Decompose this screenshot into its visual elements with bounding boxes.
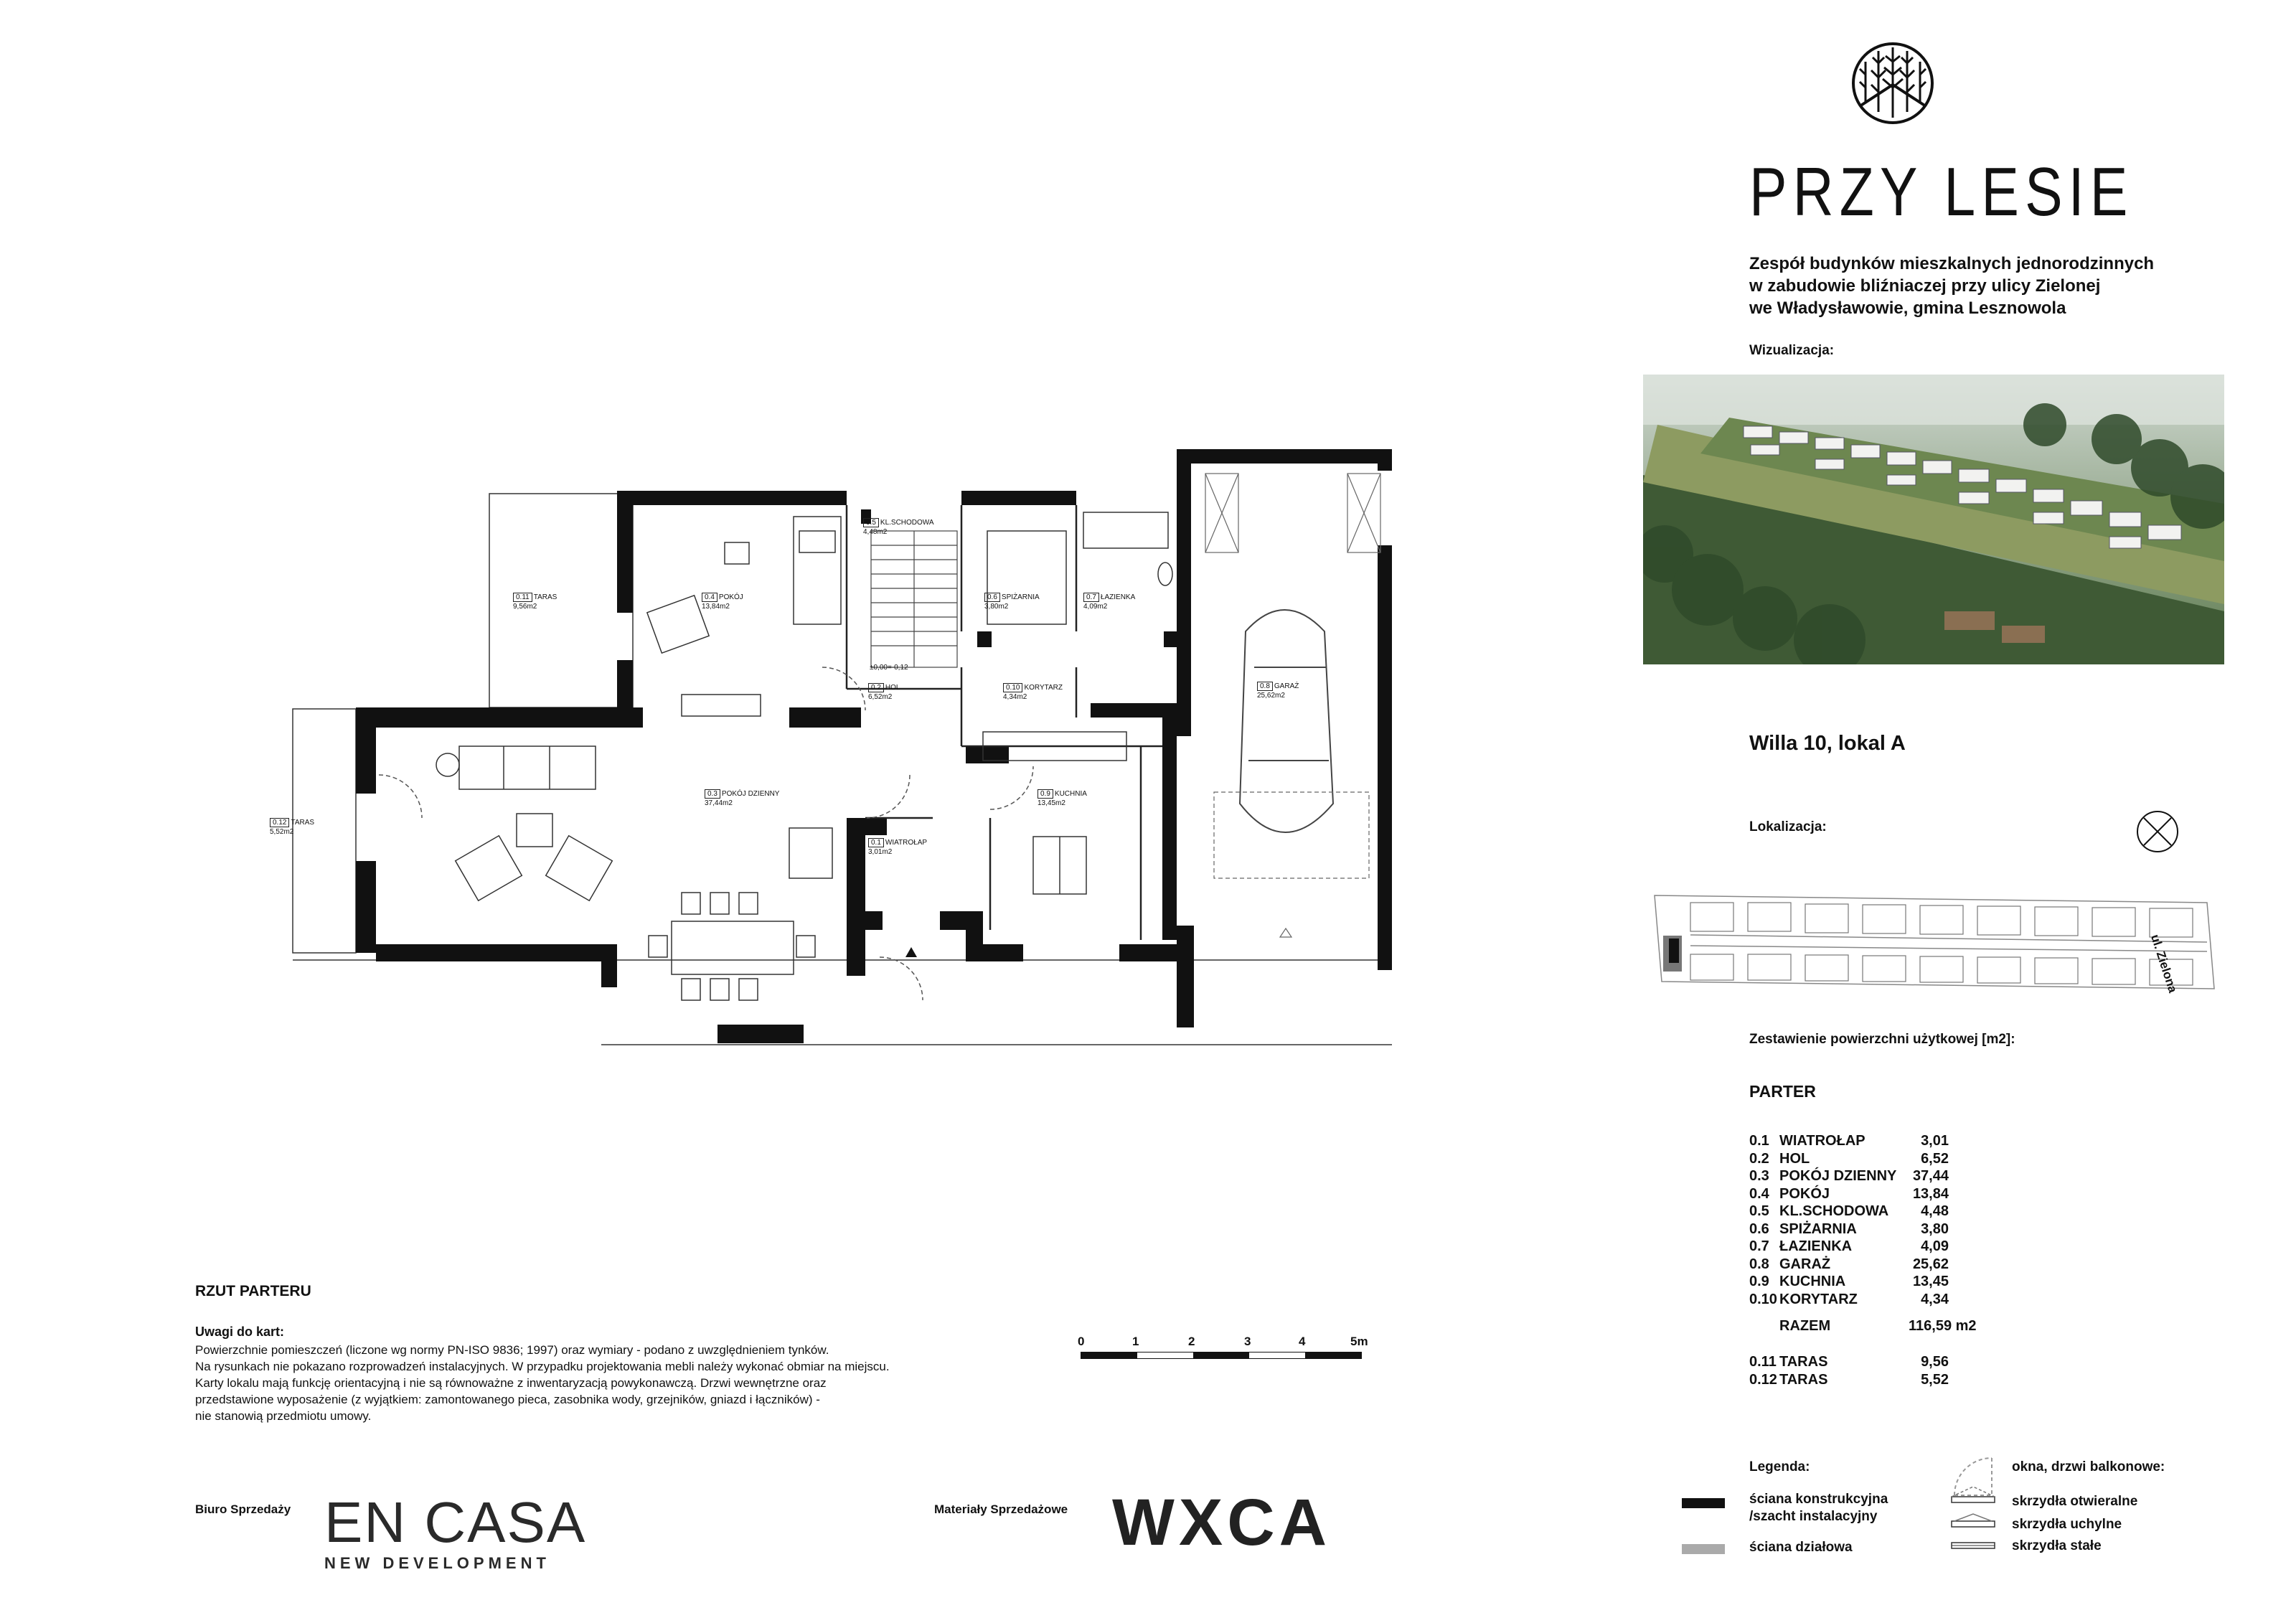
plan-room-label [1257,682,1299,700]
plan-room-area: 6,52m2 [868,693,893,701]
plan-room-name: WIATROŁAP [885,839,928,847]
room-name: SPIŻARNIA [1779,1220,1857,1237]
plan-room-name: KUCHNIA [1054,790,1087,798]
room-area: 4,48 [1921,1203,1949,1219]
ground-floor-plan [273,431,1421,1062]
notes-text [195,1342,999,1424]
note-line: Powierzchnie pomieszczeń (liczone wg normy PN-ISO 9836; 1997) oraz wymiary - podano z uwzględnieniem tynków. [195,1343,829,1357]
plan-room-area: 4,34m2 [1003,693,1027,701]
summary-heading: Zestawienie powierzchni użytkowej [m2]: [1749,1032,2015,1047]
room-area: 4,34 [1921,1291,1949,1307]
furniture [436,512,1172,1000]
plan-room-label [1083,593,1135,611]
room-area: 3,80 [1921,1220,1949,1237]
sash-fixed-icon [1950,1535,1996,1553]
room-name: ŁAZIENKA [1779,1238,1853,1254]
room-no: 0.10 [1749,1291,1777,1307]
terrace-row [1749,1371,1949,1389]
note-line: Karty lokalu mają funkcję orientacyjną i nie są równoważne z inwentaryzacją powykonawczą. Drzwi wewnętrzne oraz [195,1376,827,1390]
room-name: KUCHNIA [1779,1274,1846,1289]
sash-open-icon [1950,1484,1996,1505]
room-row [1749,1256,1949,1274]
room-row [1749,1238,1949,1256]
legend-sash-open-label: skrzydła otwieralne [2012,1494,2138,1509]
total-label: RAZEM [1779,1318,1831,1334]
legend-windows-title: okna, drzwi balkonowe: [2012,1459,2165,1474]
sales-logo-main: EN CASA [324,1490,587,1554]
plan-room-area: 4,48m2 [863,528,888,536]
terrace-no: 0.11 [1749,1354,1777,1370]
plan-room-area: 13,45m2 [1038,799,1065,807]
room-area: 25,62 [1912,1256,1949,1272]
scale-bar-track [1081,1352,1362,1359]
entrance-arrow [905,947,917,957]
plan-room-area: 37,44m2 [705,799,733,807]
room-row [1749,1132,1949,1150]
room-no: 0.9 [1749,1274,1769,1289]
partition-walls [847,505,1162,940]
sales-label: Biuro Sprzedaży [195,1502,291,1516]
location-label: Lokalizacja: [1749,819,1827,834]
brand-subtitle-line: we Władysławowie, gmina Lesznowola [1749,298,2066,318]
room-area: 6,52 [1921,1150,1949,1167]
plan-room-name: TARAS [533,593,557,601]
scale-tick-label: 3 [1244,1335,1251,1348]
terrace-area: 5,52 [1921,1371,1949,1388]
room-area: 3,01 [1921,1133,1949,1149]
materials-label: Materiały Sprzedażowe [934,1502,1068,1516]
scale-tick-label: 5m [1350,1335,1368,1348]
plan-room-label [513,593,557,611]
room-name: KL.SCHODOWA [1779,1203,1889,1219]
street-label: ul. Zielona [2147,933,2180,994]
room-no: 0.2 [1749,1150,1769,1167]
plan-room-id: 0.9 [1038,789,1053,799]
plan-room-label [1038,789,1087,808]
staircase [871,531,957,667]
legend-structural-label [1749,1491,1888,1525]
brand-subtitle-line: w zabudowie bliźniaczej przy ulicy Zielonej [1749,276,2101,296]
site-location-map [1647,881,2217,996]
room-row [1749,1273,1949,1291]
room-row [1749,1291,1949,1309]
plan-room-name: GARAŻ [1274,682,1299,690]
room-name: KORYTARZ [1779,1291,1858,1307]
plan-room-area: 13,84m2 [702,603,730,611]
plan-room-id: 0.11 [513,593,532,602]
unit-title: Willa 10, lokal A [1749,732,1906,755]
legend-structural-line: /szacht instalacyjny [1749,1509,1878,1524]
total-row [1779,1317,1977,1335]
terrace-outlines [293,494,1392,1045]
plan-room-id: 0.7 [1083,593,1099,602]
legend-sash-fixed-label: skrzydła stałe [2012,1538,2102,1553]
room-no: 0.4 [1749,1185,1769,1202]
plan-room-id: 0.1 [868,838,884,847]
plan-room-label [702,593,743,611]
terrace-name: TARAS [1779,1371,1828,1388]
room-name: WIATROŁAP [1779,1133,1866,1149]
plan-title: RZUT PARTERU [195,1283,311,1299]
room-row [1749,1203,1949,1220]
aerial-visualization-image [1643,375,2224,664]
plan-room-name: TARAS [291,819,315,827]
sales-logo-sub: NEW DEVELOPMENT [324,1554,550,1572]
room-area: 37,44 [1912,1168,1949,1184]
plan-room-name: HOL [885,684,900,692]
notes-title: Uwagi do kart: [195,1325,285,1339]
plan-room-name: POKÓJ DZIENNY [721,790,780,798]
room-row [1749,1220,1949,1238]
plan-room-id: 0.5 [863,518,879,527]
room-no: 0.1 [1749,1133,1769,1149]
visualization-label: Wizualizacja: [1749,343,1835,358]
garage-lines [1205,474,1380,937]
plan-room-label [984,593,1040,611]
materials-logo: WXCA [1112,1486,1332,1559]
plan-room-name: KL.SCHODOWA [880,519,934,527]
plan-room-area: 9,56m2 [513,603,537,611]
legend-partition-label: ściana działowa [1749,1540,1853,1555]
przy-lesie-logo-emblem [1850,40,1936,126]
brand-subtitle [1749,253,2154,319]
north-arrow-icon [2135,809,2180,854]
scale-tick-label: 4 [1299,1335,1306,1348]
car-outline [1240,610,1333,832]
room-row [1749,1167,1949,1185]
plan-room-label [863,518,934,537]
legend-structural-swatch [1682,1498,1725,1508]
plan-room-name: ŁAZIENKA [1100,593,1136,601]
room-no: 0.5 [1749,1203,1769,1219]
plan-room-area: 3,01m2 [868,848,893,856]
floor-label: PARTER [1749,1082,1816,1101]
room-row [1749,1150,1949,1168]
plan-room-id: 0.3 [705,789,720,799]
plan-room-id: 0.6 [984,593,1000,602]
note-line: Na rysunkach nie pokazano rozprowadzeń instalacyjnych. W przypadku projektowania mebli należy wykonać obmiar na miejscu. [195,1360,890,1373]
room-no: 0.8 [1749,1256,1769,1272]
sash-tilt-icon [1950,1508,1996,1530]
brand-subtitle-line: Zespół budynków mieszkalnych jednorodzinnych [1749,254,2155,273]
plan-room-area: 3,80m2 [984,603,1009,611]
terrace-name: TARAS [1779,1354,1828,1370]
plan-room-area: 4,09m2 [1083,603,1108,611]
room-name: GARAŻ [1779,1256,1831,1272]
terrace-no: 0.12 [1749,1371,1777,1388]
room-name: HOL [1779,1150,1810,1167]
room-area: 13,84 [1912,1185,1949,1202]
room-name: POKÓJ [1779,1185,1830,1202]
room-area: 13,45 [1912,1274,1949,1289]
note-line: przedstawione wyposażenie (z wyjątkiem: zamontowanego pieca, zasobnika wody, grzejników, gniazd i łączników) - [195,1393,820,1406]
plan-room-id: 0.12 [270,818,289,827]
plan-room-name: SPIŻARNIA [1001,593,1040,601]
room-area-list [1749,1132,1949,1308]
plan-room-label [868,838,927,857]
plan-room-label [705,789,779,808]
scale-tick-label: 1 [1132,1335,1139,1348]
plan-room-name: KORYTARZ [1024,684,1063,692]
plan-room-area: 25,62m2 [1257,692,1285,700]
total-value: 116,59 m2 [1909,1318,1977,1334]
plan-room-label [1003,683,1063,702]
plan-room-label [270,818,314,837]
plan-room-area: 5,52m2 [270,828,294,836]
brand-name: PRZY LESIE [1749,154,2134,230]
scale-tick-label: 0 [1078,1335,1085,1348]
legend-partition-swatch [1682,1544,1725,1554]
legend-title: Legenda: [1749,1459,1810,1474]
scale-tick-label: 2 [1188,1335,1195,1348]
plan-room-name: POKÓJ [718,593,743,601]
legend-structural-line: ściana konstrukcyjna [1749,1492,1888,1507]
room-row [1749,1185,1949,1203]
scale-bar [1078,1335,1379,1370]
plan-room-id: 0.8 [1257,682,1273,691]
plan-room-id: 0.2 [868,683,884,692]
plan-room-id: 0.4 [702,593,718,602]
room-no: 0.3 [1749,1168,1769,1184]
note-line: nie stanowią przedmiotu umowy. [195,1409,372,1423]
room-no: 0.7 [1749,1238,1769,1254]
terrace-list [1749,1353,1949,1388]
room-no: 0.6 [1749,1220,1769,1237]
terrace-area: 9,56 [1921,1354,1949,1370]
plan-room-id: 0.10 [1003,683,1022,692]
sales-logo [324,1492,586,1573]
terrace-row [1749,1353,1949,1371]
legend-sash-tilt-label: skrzydła uchylne [2012,1517,2122,1532]
room-name: POKÓJ DZIENNY [1779,1168,1897,1184]
plan-room-label [868,683,900,702]
room-area: 4,09 [1921,1238,1949,1254]
plan-level-mark: ±0,00=-0,12 [870,664,908,672]
